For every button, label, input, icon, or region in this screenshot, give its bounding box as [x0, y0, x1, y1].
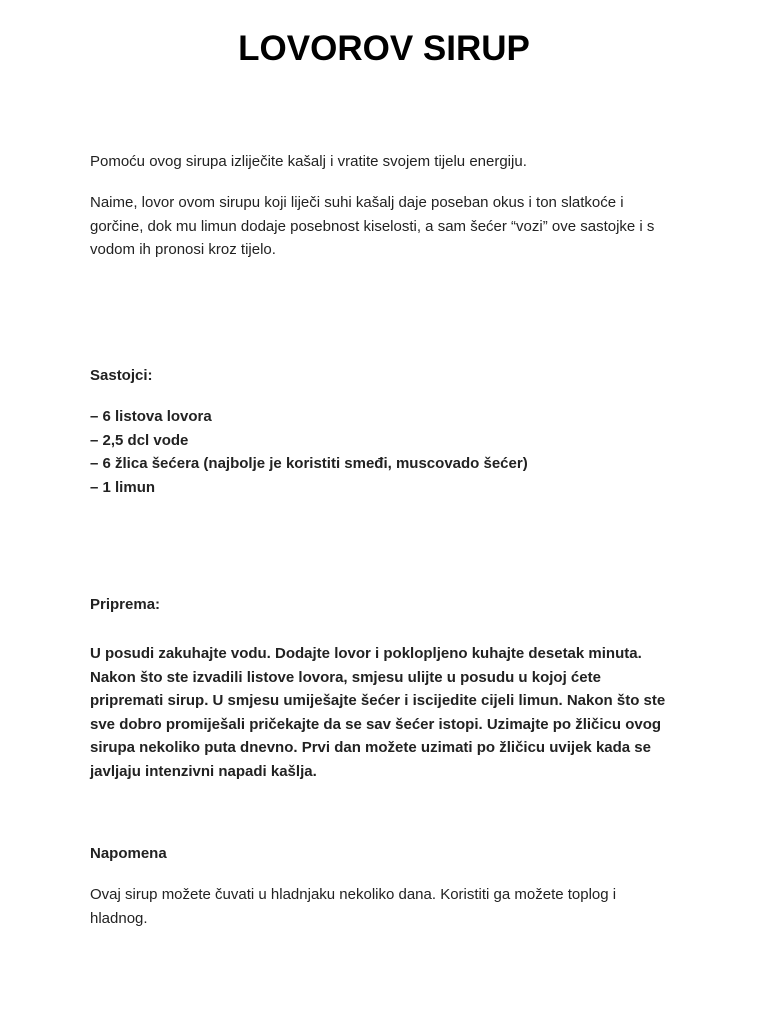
description-line: vodom ih pronosi kroz tijelo. — [90, 241, 276, 258]
preparation-line: U posudi zakuhajte vodu. Dodajte lovor i poklopljeno kuhajte desetak minuta. — [90, 645, 642, 662]
note-line: Ovaj sirup možete čuvati u hladnjaku nekoliko dana. Koristiti ga možete toplog i — [90, 886, 617, 903]
description-line: gorčine, dok mu limun dodaje posebnost kiselosti, a sam šećer “vozi” ove sastojke i s — [90, 217, 655, 235]
intro-paragraph — [90, 150, 680, 174]
preparation-line: pripremati sirup. U smjesu umiješajte šećer i iscijedite cijeli limun. Nakon što ste — [90, 692, 666, 709]
ingredients-list — [90, 405, 680, 499]
preparation-heading: Priprema: — [90, 596, 161, 613]
ingredient-item: – 6 listova lovora — [90, 408, 212, 425]
ingredients-heading: Sastojci: — [90, 367, 153, 384]
preparation-line: sve dobro promiješali pričekajte da se sav šećer istopi. Uzimajte po žličicu ovog — [90, 715, 662, 733]
ingredient-item: – 6 žlica šećera (najbolje je koristiti smeđi, muscovado šećer) — [90, 455, 528, 472]
preparation-line: javljaju intenzivni napadi kašlja. — [90, 762, 317, 780]
description-line: Naime, lovor ovom sirupu koji liječi suhi kašalj daje poseban okus i ton slatkoće i — [90, 194, 624, 211]
page-title: LOVOROV SIRUP — [238, 29, 530, 68]
ingredient-item: – 2,5 dcl vode — [90, 431, 189, 449]
ingredient-item: – 1 limun — [90, 478, 156, 496]
preparation-line: sirupa nekoliko puta dnevno. Prvi dan možete uzimati po žličicu uvijek kada se — [90, 739, 651, 756]
intro-line: Pomoću ovog sirupa izliječite kašalj i vratite svojem tijelu energiju. — [90, 153, 527, 170]
preparation-line: Nakon što ste izvadili listove lovora, smjesu ulijte u posudu u kojoj ćete — [90, 668, 601, 686]
note-line: hladnog. — [90, 909, 148, 927]
description-paragraph — [90, 191, 680, 262]
note-paragraph — [90, 883, 680, 930]
preparation-paragraph — [90, 642, 680, 783]
note-heading: Napomena — [90, 845, 167, 862]
